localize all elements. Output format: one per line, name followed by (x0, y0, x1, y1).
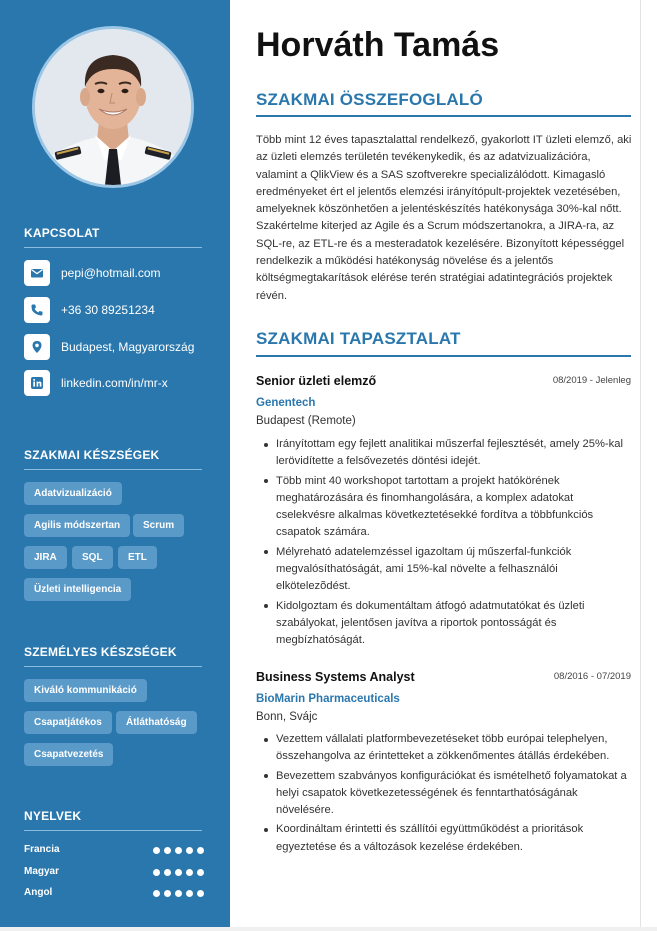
level-dot (197, 869, 204, 876)
email-text: pepi@hotmail.com (61, 266, 161, 280)
level-dot (186, 869, 193, 876)
sidebar (0, 0, 230, 927)
level-dot (164, 869, 171, 876)
contact-heading: KAPCSOLAT (24, 226, 100, 240)
professional-skills-heading: SZAKMAI KÉSZSÉGEK (24, 448, 160, 462)
candidate-name: Horváth Tamás (256, 26, 500, 64)
summary-heading: SZAKMAI ÖSSZEFOGLALÓ (256, 90, 483, 109)
language-level-dots (153, 890, 204, 897)
profile-photo (32, 26, 194, 188)
contact-email[interactable] (24, 260, 161, 286)
email-icon (24, 260, 50, 286)
language-row (24, 844, 204, 858)
contact-location (24, 334, 194, 360)
experience-heading: SZAKMAI TAPASZTALAT (256, 329, 461, 348)
language-level-dots (153, 869, 204, 876)
job-company: BioMarin Pharmaceuticals (256, 693, 400, 705)
skill-chip: ETL (118, 546, 157, 569)
level-dot (164, 890, 171, 897)
linkedin-text: linkedin.com/in/mr-x (61, 376, 168, 390)
skill-chip: Agilis módszertan (24, 514, 130, 537)
skill-chip: Adatvizualizáció (24, 482, 122, 505)
list-item: Vezettem vállalati platformbevezetéseket több európai telephelyen, összehangolva az érintetteket a zökkenőmentes átállás érdekében. (258, 731, 630, 766)
skill-chip: Átláthatóság (116, 711, 197, 734)
phone-icon (24, 297, 50, 323)
job-title: Business Systems Analyst (256, 670, 415, 684)
level-dot (164, 847, 171, 854)
list-item: Bevezettem szabványos konfigurációkat és ismételhető folyamatokat a helyi csapatok következetességének és fenntarthatóságának növelésére. (258, 768, 630, 820)
list-item: Több mint 40 workshopot tartottam a projekt hatókörének meghatározására és finomhangolására, a komplex adatokat cselekvésre alkalmas következtetésekké fordítva a többfunkciós csapatok számára. (258, 473, 630, 542)
languages-heading: NYELVEK (24, 809, 82, 823)
skill-chip: Scrum (133, 514, 184, 537)
skill-chip: Kiváló kommunikáció (24, 679, 147, 702)
level-dot (175, 869, 182, 876)
contact-linkedin[interactable] (24, 370, 168, 396)
personal-skills-heading: SZEMÉLYES KÉSZSÉGEK (24, 645, 177, 659)
skill-chip: Csapatvezetés (24, 743, 113, 766)
list-item: Koordináltam érintetti és szállítói együttműködést a prioritások egyeztetése és a változások kezelése érdekében. (258, 821, 630, 856)
job-bullets (258, 436, 630, 652)
skill-chip: JIRA (24, 546, 67, 569)
level-dot (153, 890, 160, 897)
location-pin-icon (24, 334, 50, 360)
level-dot (197, 847, 204, 854)
job-company: Genentech (256, 397, 316, 409)
contact-phone[interactable] (24, 297, 155, 323)
location-text: Budapest, Magyarország (61, 340, 195, 354)
skill-chip: Üzleti intelligencia (24, 578, 131, 601)
language-name: Francia (24, 844, 60, 855)
list-item: Mélyreható adatelemzéssel igazoltam új műszerfal-funkciók megvalósíthatóságát, ami 15%-kal növelte a felhasználói elkötelezõdést. (258, 544, 630, 596)
language-row (24, 887, 204, 901)
job-dates: 08/2016 - 07/2019 (553, 671, 631, 682)
level-dot (175, 847, 182, 854)
experience-divider (256, 355, 631, 357)
personal-skills-divider (24, 666, 202, 667)
job-location: Budapest (Remote) (256, 415, 356, 427)
language-row (24, 866, 204, 880)
language-name: Angol (24, 887, 53, 898)
level-dot (186, 847, 193, 854)
professional-skills-divider (24, 469, 202, 470)
language-name: Magyar (24, 866, 60, 877)
level-dot (175, 890, 182, 897)
level-dot (197, 890, 204, 897)
list-item: Irányítottam egy fejlett analitikai műszerfal fejlesztését, amely 25%-kal lerövidítette a felsővezetés döntési idejét. (258, 436, 630, 471)
level-dot (153, 847, 160, 854)
job-title: Senior üzleti elemző (256, 374, 377, 388)
job-location: Bonn, Svájc (256, 711, 318, 723)
job-dates: 08/2019 - Jelenleg (552, 375, 631, 386)
page-edge (640, 0, 641, 931)
list-item: Kidolgoztam és dokumentáltam átfogó adatmutatókat és üzleti szabályokat, jelentősen javítva a riportok pontosságát és megbízhatóságát. (258, 598, 630, 650)
language-level-dots (153, 847, 204, 854)
skill-chip: SQL (72, 546, 113, 569)
job-bullets (258, 731, 630, 858)
summary-divider (256, 115, 631, 117)
contact-divider (24, 247, 202, 248)
level-dot (153, 869, 160, 876)
skill-chip: Csapatjátékos (24, 711, 112, 734)
level-dot (186, 890, 193, 897)
phone-text: +36 30 89251234 (61, 303, 155, 317)
languages-divider (24, 830, 202, 831)
page-bottom-edge (0, 927, 657, 931)
summary-text: Több mint 12 éves tapasztalattal rendelkező, gyakorlott IT üzleti elemző, aki az üzleti elemzés területén tevékenykedik, és az adatvizualizációra, valamint a QlikView és a SAS szoftverekre specializálódott. Kimagasló eredményeket ért el jelentős elemzési irányítópult-projektek vezetésében, amelyeknek köszönhetően a jelentéskészítés hatékonysága 30%-kal nőtt. Szakértelme kiterjed az Agile és a Scrum módszertanokra, a JIRA-ra, az SQL-re, az ETL-re és a mesteradatok kezelésére. Bizonyított képességgel rendelkezik a működési hatékonyság növelése és a jelentős költségmegtakarítások elérése terén stratégiai adatintegrációs projektek révén. (256, 134, 632, 302)
linkedin-icon (24, 370, 50, 396)
